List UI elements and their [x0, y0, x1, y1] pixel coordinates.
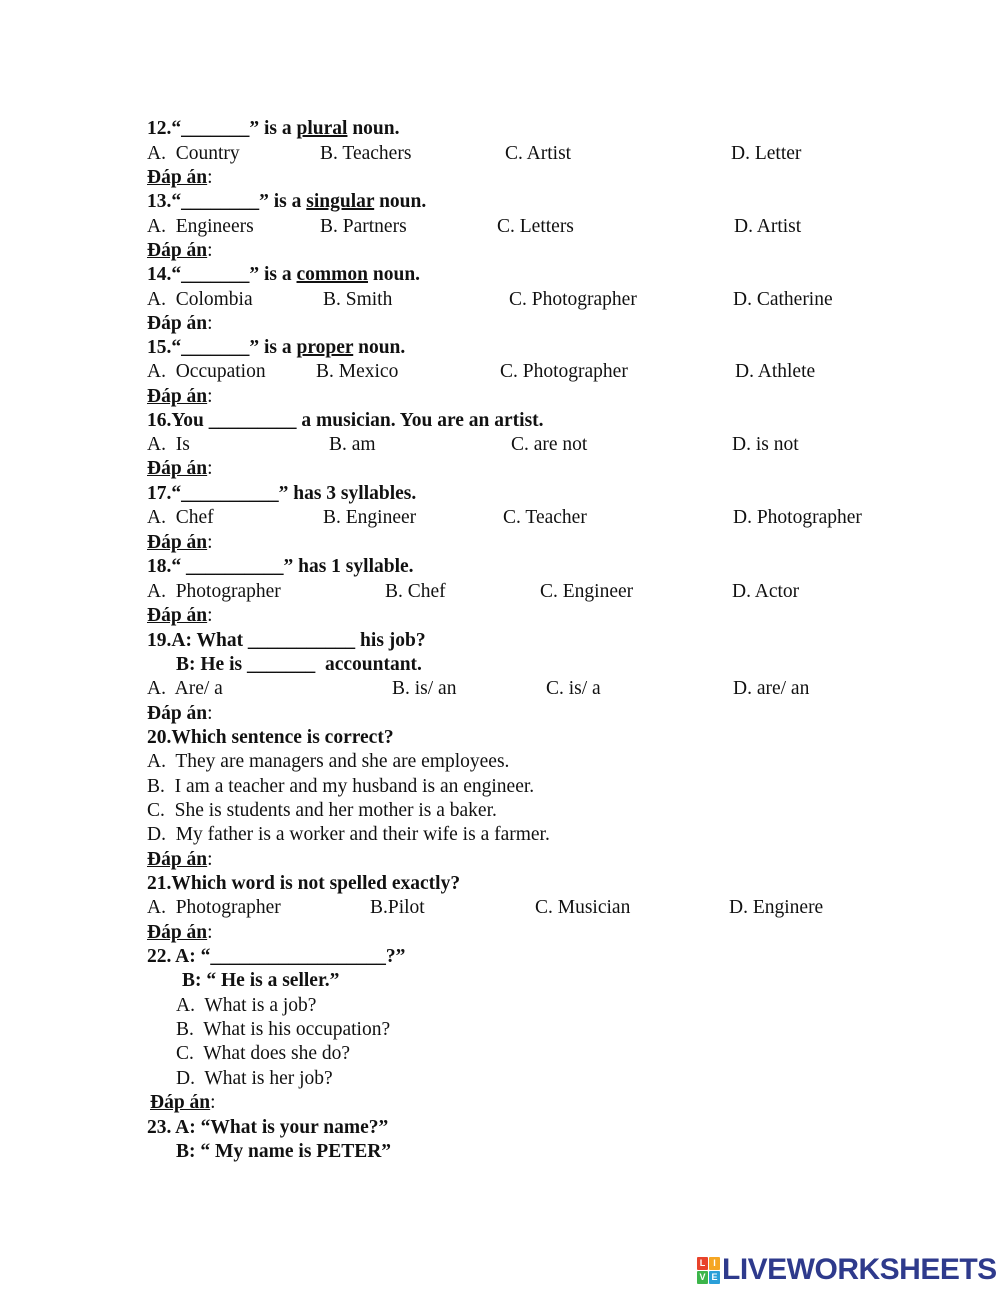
- option-d: D. Athlete: [735, 361, 816, 382]
- answer-colon: :: [207, 532, 213, 553]
- question-number: 21.: [147, 873, 172, 894]
- answer-label: Đáp án: [147, 922, 208, 943]
- option-c: C. Photographer: [500, 361, 628, 382]
- question-text: “_______” is a: [171, 264, 297, 285]
- question-number: 15.: [147, 337, 172, 358]
- question-20: [147, 726, 394, 750]
- question-number: 17.: [147, 483, 172, 504]
- question-text: “ __________” has 1 syllable.: [171, 556, 414, 577]
- answer-line: [147, 457, 213, 481]
- option-a: A. Is: [147, 434, 190, 455]
- option-a: A. Are/ a: [147, 678, 223, 699]
- question-17: [147, 482, 416, 506]
- option-a: A. Country: [147, 143, 240, 164]
- option-d: D. Artist: [734, 216, 802, 237]
- option-b: B. Teachers: [320, 143, 412, 164]
- question-16: [147, 409, 544, 433]
- question-number: 23.: [147, 1117, 172, 1138]
- logo-icon: [697, 1257, 720, 1284]
- option-c: C. is/ a: [546, 678, 601, 699]
- answer-line: [147, 702, 213, 726]
- option-b: B. Mexico: [316, 361, 399, 382]
- option-c: C. Musician: [535, 897, 631, 918]
- option-d: D. My father is a worker and their wife is a farmer.: [147, 824, 550, 845]
- answer-colon: :: [207, 240, 213, 261]
- question-number: 18.: [147, 556, 172, 577]
- question-19: [147, 629, 426, 653]
- question-text: Which sentence is correct?: [171, 727, 394, 748]
- option-b: B.Pilot: [370, 897, 425, 918]
- answer-line: [147, 385, 213, 409]
- answer-label: Đáp án: [147, 167, 208, 188]
- option-a: A. Photographer: [147, 897, 281, 918]
- question-14: [147, 263, 420, 287]
- answer-label: Đáp án: [147, 849, 208, 870]
- answer-colon: :: [207, 849, 213, 870]
- question-22: [147, 945, 405, 969]
- question-text-line-2: B: “ He is a seller.”: [182, 970, 340, 991]
- option-d: D. Actor: [732, 581, 800, 602]
- answer-label: Đáp án: [147, 240, 208, 261]
- option-d: D. are/ an: [733, 678, 810, 699]
- answer-label: Đáp án: [147, 458, 208, 479]
- question-text: Which word is not spelled exactly?: [171, 873, 461, 894]
- option-d: D. What is her job?: [176, 1068, 333, 1089]
- question-number: 13.: [147, 191, 172, 212]
- question-keyword: common: [296, 264, 369, 285]
- option-b: B. I am a teacher and my husband is an engineer.: [147, 776, 535, 797]
- answer-colon: :: [207, 605, 213, 626]
- answer-line: [147, 604, 213, 628]
- question-number: 19.: [147, 630, 172, 651]
- question-12: [147, 117, 400, 141]
- question-keyword: singular: [306, 191, 375, 212]
- logo-text: LIVEWORKSHEETS: [722, 1253, 997, 1286]
- question-text-line-2: B: He is _______ accountant.: [176, 654, 422, 675]
- option-b: B. What is his occupation?: [176, 1019, 391, 1040]
- option-d: D. is not: [732, 434, 799, 455]
- answer-line: [147, 166, 213, 190]
- question-text: A: What ___________ his job?: [171, 630, 426, 651]
- logo-icon-tile: L: [697, 1257, 708, 1270]
- answer-line: [147, 848, 213, 872]
- question-text: noun.: [353, 337, 406, 358]
- option-d: D. Enginere: [729, 897, 824, 918]
- answer-colon: :: [207, 167, 213, 188]
- question-text: “_______” is a: [171, 118, 297, 139]
- answer-label: Đáp án: [147, 703, 208, 724]
- question-number: 22.: [147, 946, 172, 967]
- option-d: D. Catherine: [733, 289, 833, 310]
- answer-line: [147, 312, 213, 336]
- question-text: A: “__________________?”: [171, 946, 406, 967]
- question-text: noun.: [368, 264, 421, 285]
- answer-colon: :: [207, 703, 213, 724]
- option-a: A. Occupation: [147, 361, 266, 382]
- answer-line: [147, 239, 213, 263]
- question-21: [147, 872, 460, 896]
- question-number: 16.: [147, 410, 172, 431]
- option-b: B. is/ an: [392, 678, 457, 699]
- answer-label: Đáp án: [147, 313, 208, 334]
- question-keyword: proper: [296, 337, 354, 358]
- option-c: C. Photographer: [509, 289, 637, 310]
- logo-icon-tile: I: [709, 1257, 720, 1270]
- question-text: “_______” is a: [171, 337, 297, 358]
- option-a: A. Colombia: [147, 289, 253, 310]
- answer-colon: :: [207, 313, 213, 334]
- question-text: “________” is a: [171, 191, 307, 212]
- question-text: noun.: [347, 118, 400, 139]
- question-text: You _________ a musician. You are an artist.: [171, 410, 544, 431]
- question-23: [147, 1116, 388, 1140]
- option-c: C. What does she do?: [176, 1043, 351, 1064]
- option-d: D. Photographer: [733, 507, 862, 528]
- option-c: C. Teacher: [503, 507, 587, 528]
- option-c: C. are not: [511, 434, 588, 455]
- answer-label: Đáp án: [147, 605, 208, 626]
- option-a: A. Engineers: [147, 216, 254, 237]
- answer-line: [147, 921, 213, 945]
- answer-label: Đáp án: [147, 386, 208, 407]
- answer-colon: :: [207, 458, 213, 479]
- question-keyword: plural: [296, 118, 348, 139]
- option-a: A. What is a job?: [176, 995, 317, 1016]
- option-b: B. Partners: [320, 216, 407, 237]
- question-number: 12.: [147, 118, 172, 139]
- answer-line: [147, 531, 213, 555]
- answer-label: Đáp án: [150, 1092, 211, 1113]
- option-b: B. Smith: [323, 289, 393, 310]
- question-text: noun.: [374, 191, 427, 212]
- option-b: B. am: [329, 434, 376, 455]
- option-a: A. Photographer: [147, 581, 281, 602]
- option-a: A. They are managers and she are employees.: [147, 751, 510, 772]
- question-number: 20.: [147, 727, 172, 748]
- logo-icon-tile: V: [697, 1271, 708, 1284]
- liveworksheets-logo: [697, 1255, 997, 1285]
- option-d: D. Letter: [731, 143, 802, 164]
- answer-colon: :: [210, 1092, 216, 1113]
- question-18: [147, 555, 414, 579]
- question-15: [147, 336, 405, 360]
- question-text: A: “What is your name?”: [171, 1117, 389, 1138]
- answer-colon: :: [207, 922, 213, 943]
- option-c: C. She is students and her mother is a baker.: [147, 800, 497, 821]
- question-text-line-2: B: “ My name is PETER”: [176, 1141, 392, 1162]
- question-13: [147, 190, 426, 214]
- question-text: “__________” has 3 syllables.: [171, 483, 417, 504]
- option-c: C. Engineer: [540, 581, 634, 602]
- option-b: B. Chef: [385, 581, 446, 602]
- option-b: B. Engineer: [323, 507, 417, 528]
- option-c: C. Letters: [497, 216, 574, 237]
- answer-colon: :: [207, 386, 213, 407]
- answer-label: Đáp án: [147, 532, 208, 553]
- option-c: C. Artist: [505, 143, 572, 164]
- question-number: 14.: [147, 264, 172, 285]
- option-a: A. Chef: [147, 507, 214, 528]
- logo-icon-tile: E: [709, 1271, 720, 1284]
- answer-line: [150, 1091, 216, 1115]
